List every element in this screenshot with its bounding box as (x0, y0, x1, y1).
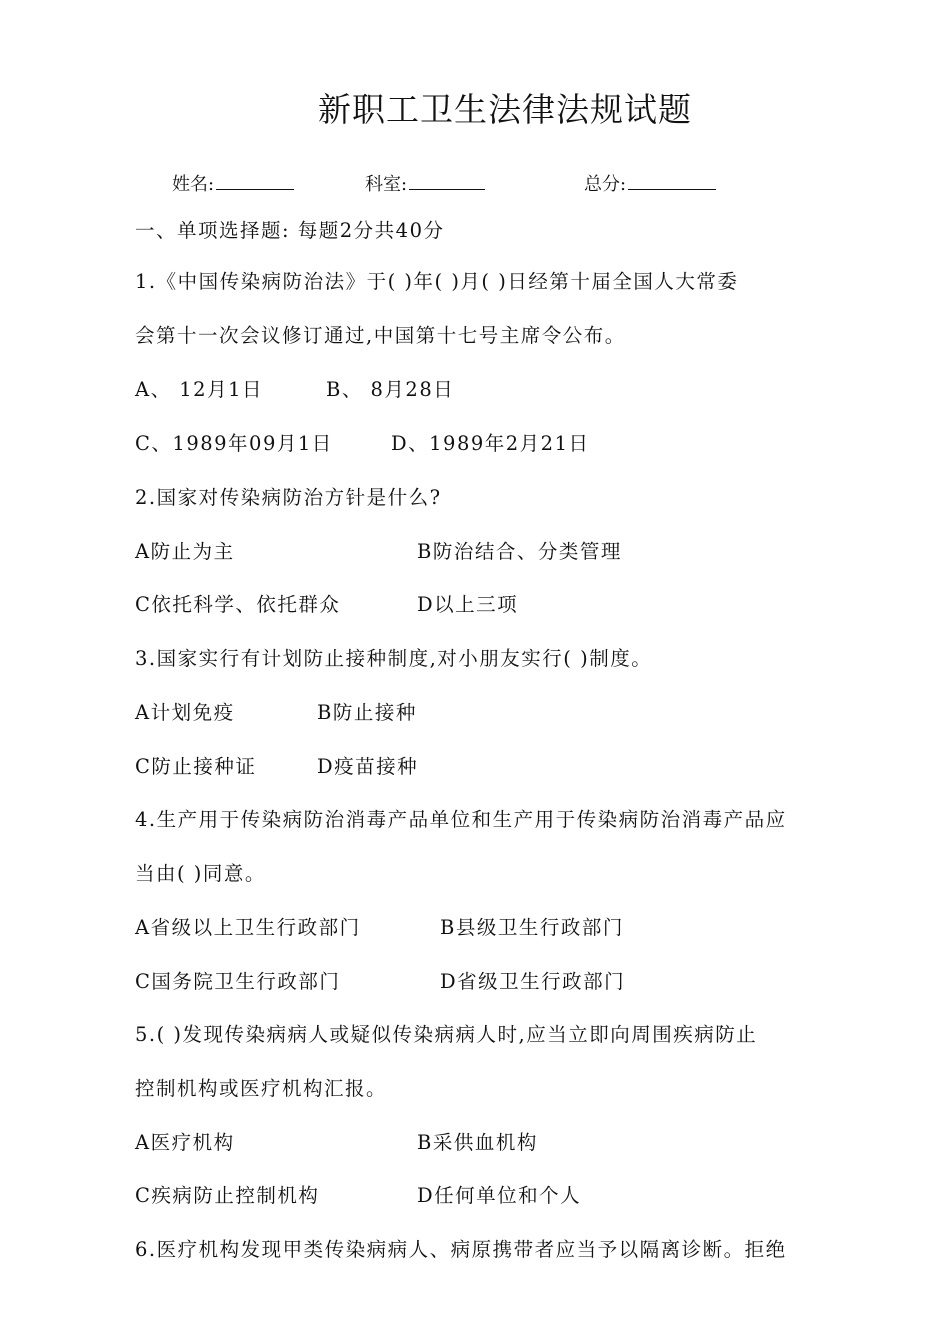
option-a: A省级以上卫生行政部门 (135, 916, 361, 939)
option-a: A防止为主 (135, 540, 235, 563)
option-a: A医疗机构 (135, 1131, 235, 1154)
student-info-row (0, 170, 950, 198)
question-5-options-row-2 (135, 1182, 835, 1210)
question-5-options-row-1 (135, 1129, 835, 1157)
option-b: B防治结合、分类管理 (417, 540, 622, 563)
question-1-line-2: 会第十一次会议修订通过,中国第十七号主席令公布。 (135, 324, 626, 347)
question-2-options-row-1 (135, 538, 835, 566)
name-label: 姓名: (172, 174, 215, 195)
option-d: D省级卫生行政部门 (440, 970, 626, 993)
question-3-line-1: 3.国家实行有计划防止接种制度,对小朋友实行( )制度。 (135, 647, 653, 670)
question-4-line-2: 当由( )同意。 (135, 862, 266, 885)
option-d: D、1989年2月21日 (391, 432, 590, 455)
question-1-line-1: 1.《中国传染病防治法》于( )年( )月( )日经第十届全国人大常委 (135, 270, 739, 293)
option-b: B县级卫生行政部门 (440, 916, 624, 939)
question-4-line-1: 4.生产用于传染病防治消毒产品单位和生产用于传染病防治消毒产品应 (135, 808, 787, 831)
dept-field (365, 170, 485, 196)
question-4-options-row-2 (135, 968, 835, 996)
question-2-line-1: 2.国家对传染病防治方针是什么? (135, 486, 442, 509)
option-d: D任何单位和个人 (417, 1184, 582, 1207)
question-1-options-row-1 (135, 376, 835, 404)
option-b: B防止接种 (317, 701, 417, 724)
option-c: C国务院卫生行政部门 (135, 970, 341, 993)
option-a: A、 12月1日 (135, 378, 264, 401)
question-3-options-row-2 (135, 753, 835, 781)
name-field (172, 170, 294, 196)
option-c: C依托科学、依托群众 (135, 593, 341, 616)
question-4-options-row-1 (135, 914, 835, 942)
dept-label: 科室: (365, 174, 408, 195)
page-title: 新职工卫生法律法规试题 (318, 90, 692, 129)
option-b: B采供血机构 (417, 1131, 538, 1154)
question-2-options-row-2 (135, 591, 835, 619)
option-c: C、1989年09月1日 (135, 432, 333, 455)
section-heading: 一、单项选择题: 每题2分共40分 (135, 219, 445, 242)
option-a: A计划免疫 (135, 701, 235, 724)
option-d: D疫苗接种 (317, 755, 419, 778)
question-5-line-2: 控制机构或医疗机构汇报。 (135, 1077, 388, 1100)
score-field (584, 170, 716, 196)
question-1-options-row-2 (135, 430, 835, 458)
option-c: C疾病防止控制机构 (135, 1184, 320, 1207)
question-6-line-1: 6.医疗机构发现甲类传染病病人、病原携带者应当予以隔离诊断。拒绝 (135, 1238, 787, 1261)
option-c: C防止接种证 (135, 755, 257, 778)
score-label: 总分: (584, 174, 627, 195)
question-3-options-row-1 (135, 699, 835, 727)
score-blank (628, 171, 716, 190)
dept-blank (409, 171, 485, 190)
name-blank (216, 171, 294, 190)
option-d: D以上三项 (417, 593, 519, 616)
option-b: B、 8月28日 (326, 378, 455, 401)
question-5-line-1: 5.( )发现传染病病人或疑似传染病病人时,应当立即向周围疾病防止 (135, 1023, 758, 1046)
